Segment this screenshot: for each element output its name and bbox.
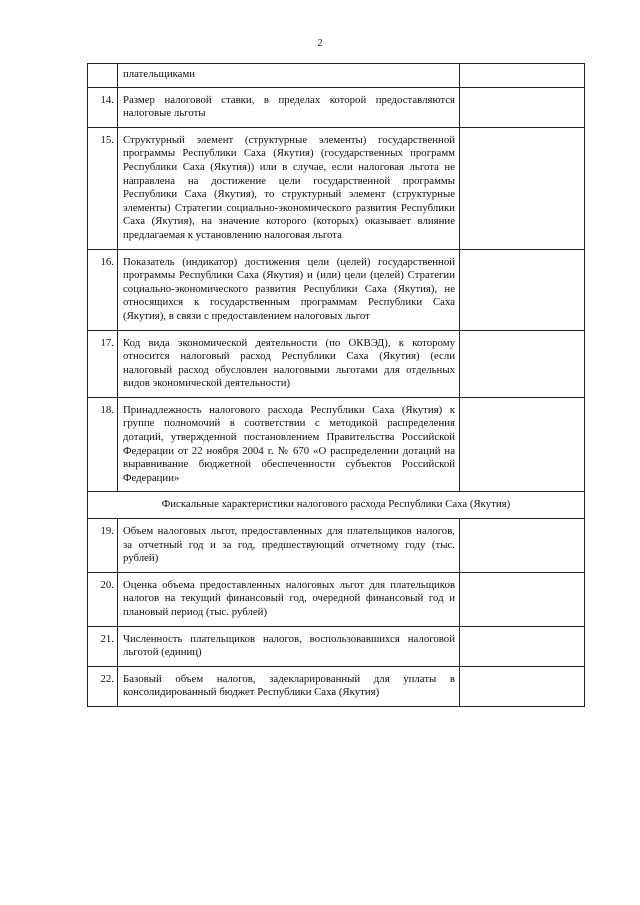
table-row — [88, 330, 585, 397]
row-number: 20. — [88, 572, 118, 626]
row-description: плательщиками — [118, 64, 460, 88]
row-description: Объем налоговых льгот, предоставленных для плательщиков налогов, за отчетный год и за год, предшествующий отчетному году (тыс. рублей) — [118, 519, 460, 573]
row-value-cell[interactable] — [460, 519, 585, 573]
row-value-cell[interactable] — [460, 127, 585, 249]
table-row — [88, 87, 585, 127]
row-description: Показатель (индикатор) достижения цели (целей) государственной программы Республики Саха (Якутия) и (или) цели (целей) Стратегии социально-экономического развития Республики Саха (Якутия), не относящихся к государственным программам Республики Саха (Якутия), в связи с предоставлением налоговых льгот — [118, 249, 460, 330]
section-header: Фискальные характеристики налогового расхода Республики Саха (Якутия) — [88, 492, 585, 519]
row-value-cell[interactable] — [460, 249, 585, 330]
row-value-cell[interactable] — [460, 626, 585, 666]
section-header-row — [88, 492, 585, 519]
row-description: Размер налоговой ставки, в пределах которой предоставляются налоговые льготы — [118, 87, 460, 127]
tax-expenditure-table — [87, 63, 585, 707]
row-value-cell[interactable] — [460, 64, 585, 88]
row-number: 15. — [88, 127, 118, 249]
row-value-cell[interactable] — [460, 330, 585, 397]
row-number: 18. — [88, 397, 118, 492]
row-number: 21. — [88, 626, 118, 666]
table-row — [88, 572, 585, 626]
row-number: 16. — [88, 249, 118, 330]
table-row — [88, 626, 585, 666]
table-row — [88, 64, 585, 88]
row-description: Численность плательщиков налогов, воспользовавшихся налоговой льготой (единиц) — [118, 626, 460, 666]
table-row — [88, 519, 585, 573]
row-number: 14. — [88, 87, 118, 127]
table-row — [88, 127, 585, 249]
row-number — [88, 64, 118, 88]
row-value-cell[interactable] — [460, 666, 585, 706]
row-value-cell[interactable] — [460, 572, 585, 626]
row-description: Оценка объема предоставленных налоговых льгот для плательщиков налогов на текущий финансовый год, очередной финансовый год и плановый период (тыс. рублей) — [118, 572, 460, 626]
table-row — [88, 666, 585, 706]
row-description: Код вида экономической деятельности (по ОКВЭД), к которому относится налоговый расход Республики Саха (Якутия) (если налоговый расход обусловлен налоговыми льготами для отдельных видов экономической деятельности) — [118, 330, 460, 397]
row-description: Принадлежность налогового расхода Республики Саха (Якутия) к группе полномочий в соответствии с методикой распределения дотаций, утвержденной постановлением Правительства Российской Федерации от 22 ноября 2004 г. № 670 «О распределении дотаций на выравнивание бюджетной обеспеченности субъектов Российской Федерации» — [118, 397, 460, 492]
row-value-cell[interactable] — [460, 87, 585, 127]
row-description: Структурный элемент (структурные элементы) государственной программы Республики Саха (Якутия) (государственных программ Республики Саха (Якутия)) или в случае, если налоговая льгота не направлена на достижение цели государственной программы Республики Саха (Якутия), то структурный элемент (структурные элементы) Стратегии социально-экономического развития Республики Саха (Якутия), на значение которого (которых) оказывает влияние предлагаемая к установлению налоговая льгота — [118, 127, 460, 249]
row-number: 19. — [88, 519, 118, 573]
row-value-cell[interactable] — [460, 397, 585, 492]
row-number: 22. — [88, 666, 118, 706]
row-number: 17. — [88, 330, 118, 397]
table-row — [88, 397, 585, 492]
row-description: Базовый объем налогов, задекларированный для уплаты в консолидированный бюджет Республики Саха (Якутия) — [118, 666, 460, 706]
table-row — [88, 249, 585, 330]
page-number: 2 — [317, 38, 323, 49]
